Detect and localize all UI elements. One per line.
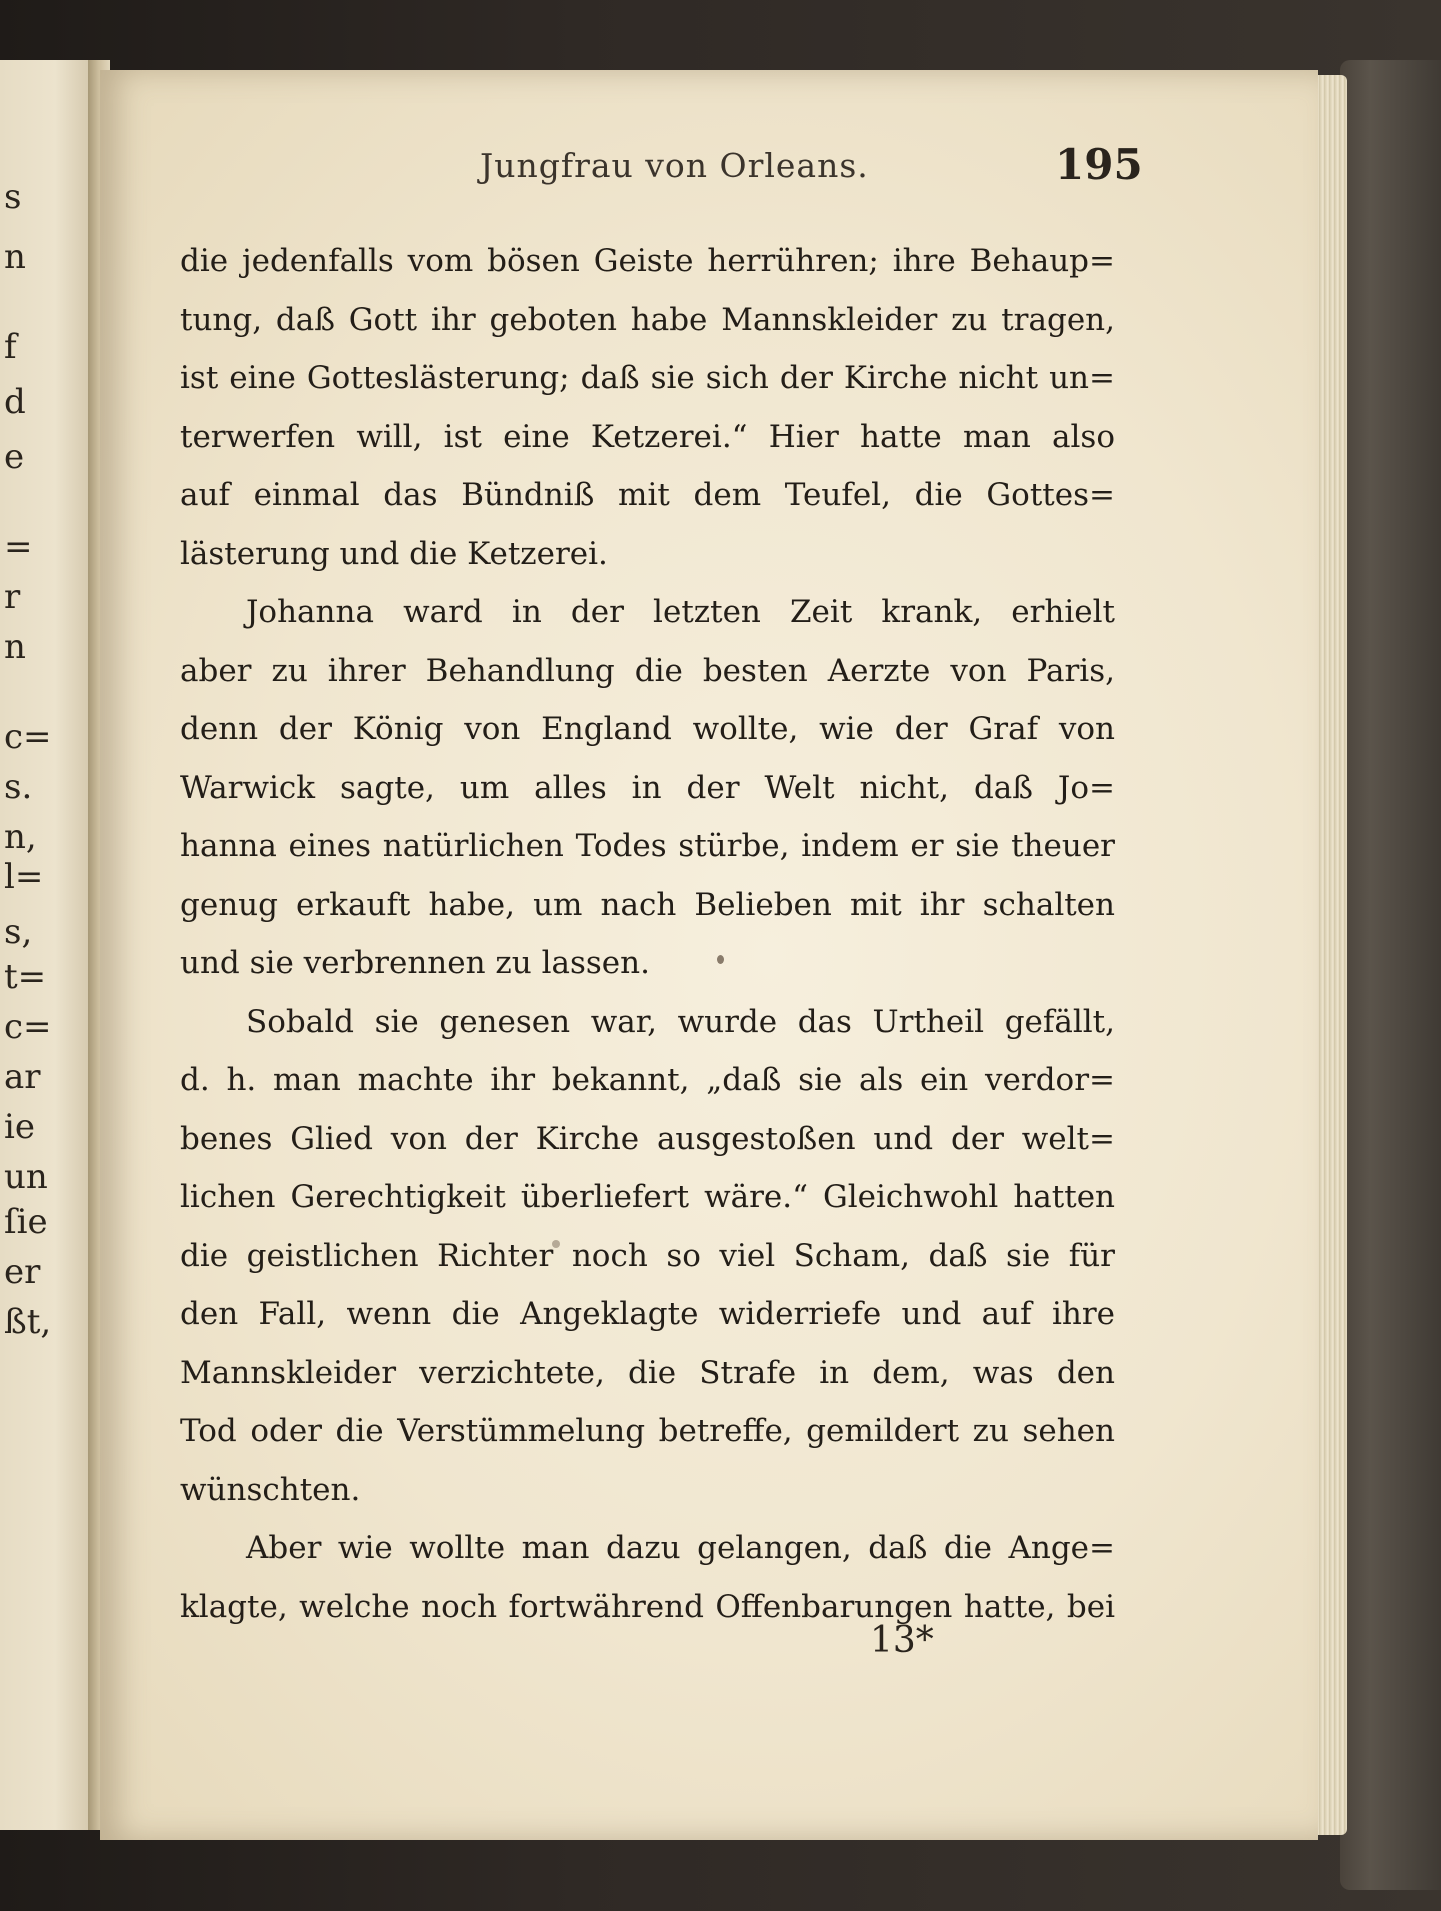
text-line: den Fall, wenn die Angeklagte widerriefe und auf ihre [180, 1296, 1115, 1332]
text-line: die jedenfalls vom bösen Geiste herrühren; ihre Behaup= [180, 243, 1115, 279]
text-line: auf einmal das Bündniß mit dem Teufel, die Gottes= [180, 477, 1115, 513]
left-page-text-fragment: n, [4, 817, 37, 857]
book-cover-edge [1340, 60, 1441, 1890]
text-line: terwerfen will, ist eine Ketzerei.“ Hier hatte man also [180, 418, 1115, 455]
text-line: Sobald sie genesen war, wurde das Urtheil gefällt, [246, 1003, 1115, 1040]
left-page-text-fragment: e [4, 437, 25, 477]
text-line: Johanna ward in der letzten Zeit krank, erhielt [246, 594, 1115, 630]
left-page-text-fragment: c= [4, 1007, 52, 1047]
text-line: hanna eines natürlichen Todes stürbe, indem er sie theuer [180, 828, 1115, 864]
text-line: genug erkauft habe, um nach Belieben mit ihr schalten [180, 886, 1115, 923]
left-page-text-fragment: n [4, 237, 26, 277]
text-line: Aber wie wollte man dazu gelangen, daß die Ange= [246, 1530, 1115, 1566]
left-page-text-fragment: r [4, 577, 21, 617]
left-page-text-fragment: l= [4, 857, 44, 897]
left-page-text-fragment: f [4, 327, 17, 367]
page-number: 195 [1055, 140, 1143, 189]
signature-mark: 13* [870, 1620, 934, 1661]
text-line: Warwick sagte, um alles in der Welt nicht, daß Jo= [180, 769, 1115, 806]
left-page-text-fragment: = [4, 527, 33, 567]
running-head: Jungfrau von Orleans. [480, 146, 869, 185]
left-facing-page [0, 60, 94, 1830]
left-page-text-fragment: ſie [4, 1202, 48, 1242]
left-page-text-fragment: ßt, [4, 1302, 52, 1342]
body-text [180, 232, 1115, 1636]
text-line: denn der König von England wollte, wie der Graf von [180, 711, 1115, 747]
left-page-text-fragment: s. [4, 767, 33, 807]
text-line: lästerung und die Ketzerei. [180, 535, 608, 572]
left-page-text-fragment: ie [4, 1107, 35, 1147]
text-line: Mannskleider verzichtete, die Strafe in dem, was den [180, 1354, 1115, 1391]
left-page-text-fragment: er [4, 1252, 41, 1292]
left-page-text-fragment: n [4, 627, 26, 667]
left-page-text-fragment: ar [4, 1057, 41, 1097]
left-page-text-fragment: t= [4, 957, 47, 997]
text-line: d. h. man machte ihr bekannt, „daß sie als ein verdor= [180, 1062, 1115, 1098]
text-line: klagte, welche noch fortwährend Offenbarungen hatte, bei [180, 1588, 1115, 1625]
text-line: Tod oder die Verstümmelung betreffe, gemildert zu sehen [180, 1413, 1115, 1449]
left-page-text-fragment: un [4, 1157, 48, 1197]
left-page-text-fragment: c= [4, 717, 52, 757]
text-line: die geistlichen Richter noch so viel Scham, daß sie für [180, 1237, 1115, 1274]
text-line: aber zu ihrer Behandlung die besten Aerzte von Paris, [180, 652, 1115, 689]
text-line: ist eine Gotteslästerung; daß sie sich der Kirche nicht un= [180, 360, 1115, 396]
left-page-text-fragment: d [4, 382, 26, 422]
text-line: benes Glied von der Kirche ausgestoßen und der welt= [180, 1120, 1115, 1157]
text-line: tung, daß Gott ihr geboten habe Mannskleider zu tragen, [180, 301, 1115, 338]
text-line: wünschten. [180, 1471, 361, 1508]
left-page-text-fragment: s [4, 177, 22, 217]
text-line: und sie verbrennen zu lassen. [180, 945, 650, 981]
left-page-text-fragment: s, [4, 912, 33, 952]
text-line: lichen Gerechtigkeit überliefert wäre.“ Gleichwohl hatten [180, 1179, 1115, 1215]
